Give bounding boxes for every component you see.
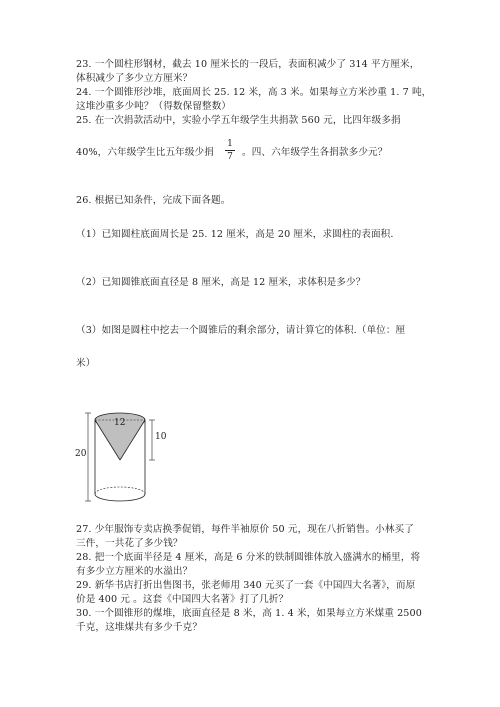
q25-line-2-end: 。四、六年级学生各捐款多少元？ [242, 147, 388, 158]
cylinder-cone-figure [70, 402, 180, 507]
q26-title: 26. 根据已知条件，完成下面各题。 [76, 195, 231, 206]
q27-line-1: 27. 少年服饰专卖店换季促销，每件半袖原价 50 元，现在八折销售。小林买了 [76, 524, 414, 535]
q26-sub-1: （1）已知圆柱底面周长是 25. 12 厘米，高是 20 厘米，求圆柱的表面积. [76, 229, 394, 240]
q24-line-2: 这堆沙重多少吨？（得数保留整数） [76, 101, 232, 112]
cylinder-bottom-front [95, 494, 145, 501]
diameter-label: 12 [114, 418, 126, 428]
q27-line-2: 三件，一共花了多少钱？ [76, 538, 183, 549]
cone-height-label: 10 [155, 432, 167, 442]
q25-line-2-start: 40%，六年级学生比五年级少捐 [76, 147, 214, 158]
cylinder-height-label: 20 [75, 449, 87, 459]
fraction-numerator: 1 [227, 139, 233, 149]
fraction-one-seventh [225, 139, 235, 162]
q28-line-2: 有多少立方厘米的水溢出？ [76, 566, 193, 577]
q30-line-1: 30. 一个圆锥形的煤堆，底面直径是 8 米，高 1. 4 米，如果每立方米煤重 2500 [76, 608, 422, 619]
q28-line-1: 28. 把一个底面半径是 4 厘米，高是 6 分米的铁制圆锥体放入盛满水的桶里，将 [76, 552, 421, 563]
q26-sub-3-line-1: （3）如图是圆柱中挖去一个圆锥后的剩余部分，请计算它的体积.（单位：厘 [76, 325, 406, 336]
q23-line-2: 体积减少了多少立方厘米？ [76, 73, 193, 84]
q29-line-1: 29. 新华书店打折出售图书，张老师用 340 元买了一套《中国四大名著》，而原 [76, 580, 416, 591]
q26-sub-3-line-2: 米） [76, 358, 96, 369]
q30-line-2: 千克，这堆煤共有多少千克？ [76, 622, 203, 633]
q24-line-1: 24. 一个圆锥形沙堆，底面周长 25. 12 米，高 3 米。如果每立方米沙重 1. 7 吨， [76, 87, 432, 98]
q26-sub-2: （2）已知圆锥底面直径是 8 厘米，高是 12 厘米，求体积是多少？ [76, 277, 366, 288]
fraction-bar [225, 150, 235, 151]
q25-line-1: 25. 在一次捐款活动中，实验小学五年级学生共捐款 560 元，比四年级多捐 [76, 115, 401, 126]
q29-line-2: 价是 400 元 。这套《中国四大名著》打了几折？ [76, 594, 289, 605]
fraction-denominator: 7 [227, 152, 233, 162]
cylinder-bottom-back [95, 487, 145, 494]
q23-line-1: 23. 一个圆柱形钢材，截去 10 厘米长的一段后，表面积减少了 314 平方厘米， [76, 59, 420, 70]
